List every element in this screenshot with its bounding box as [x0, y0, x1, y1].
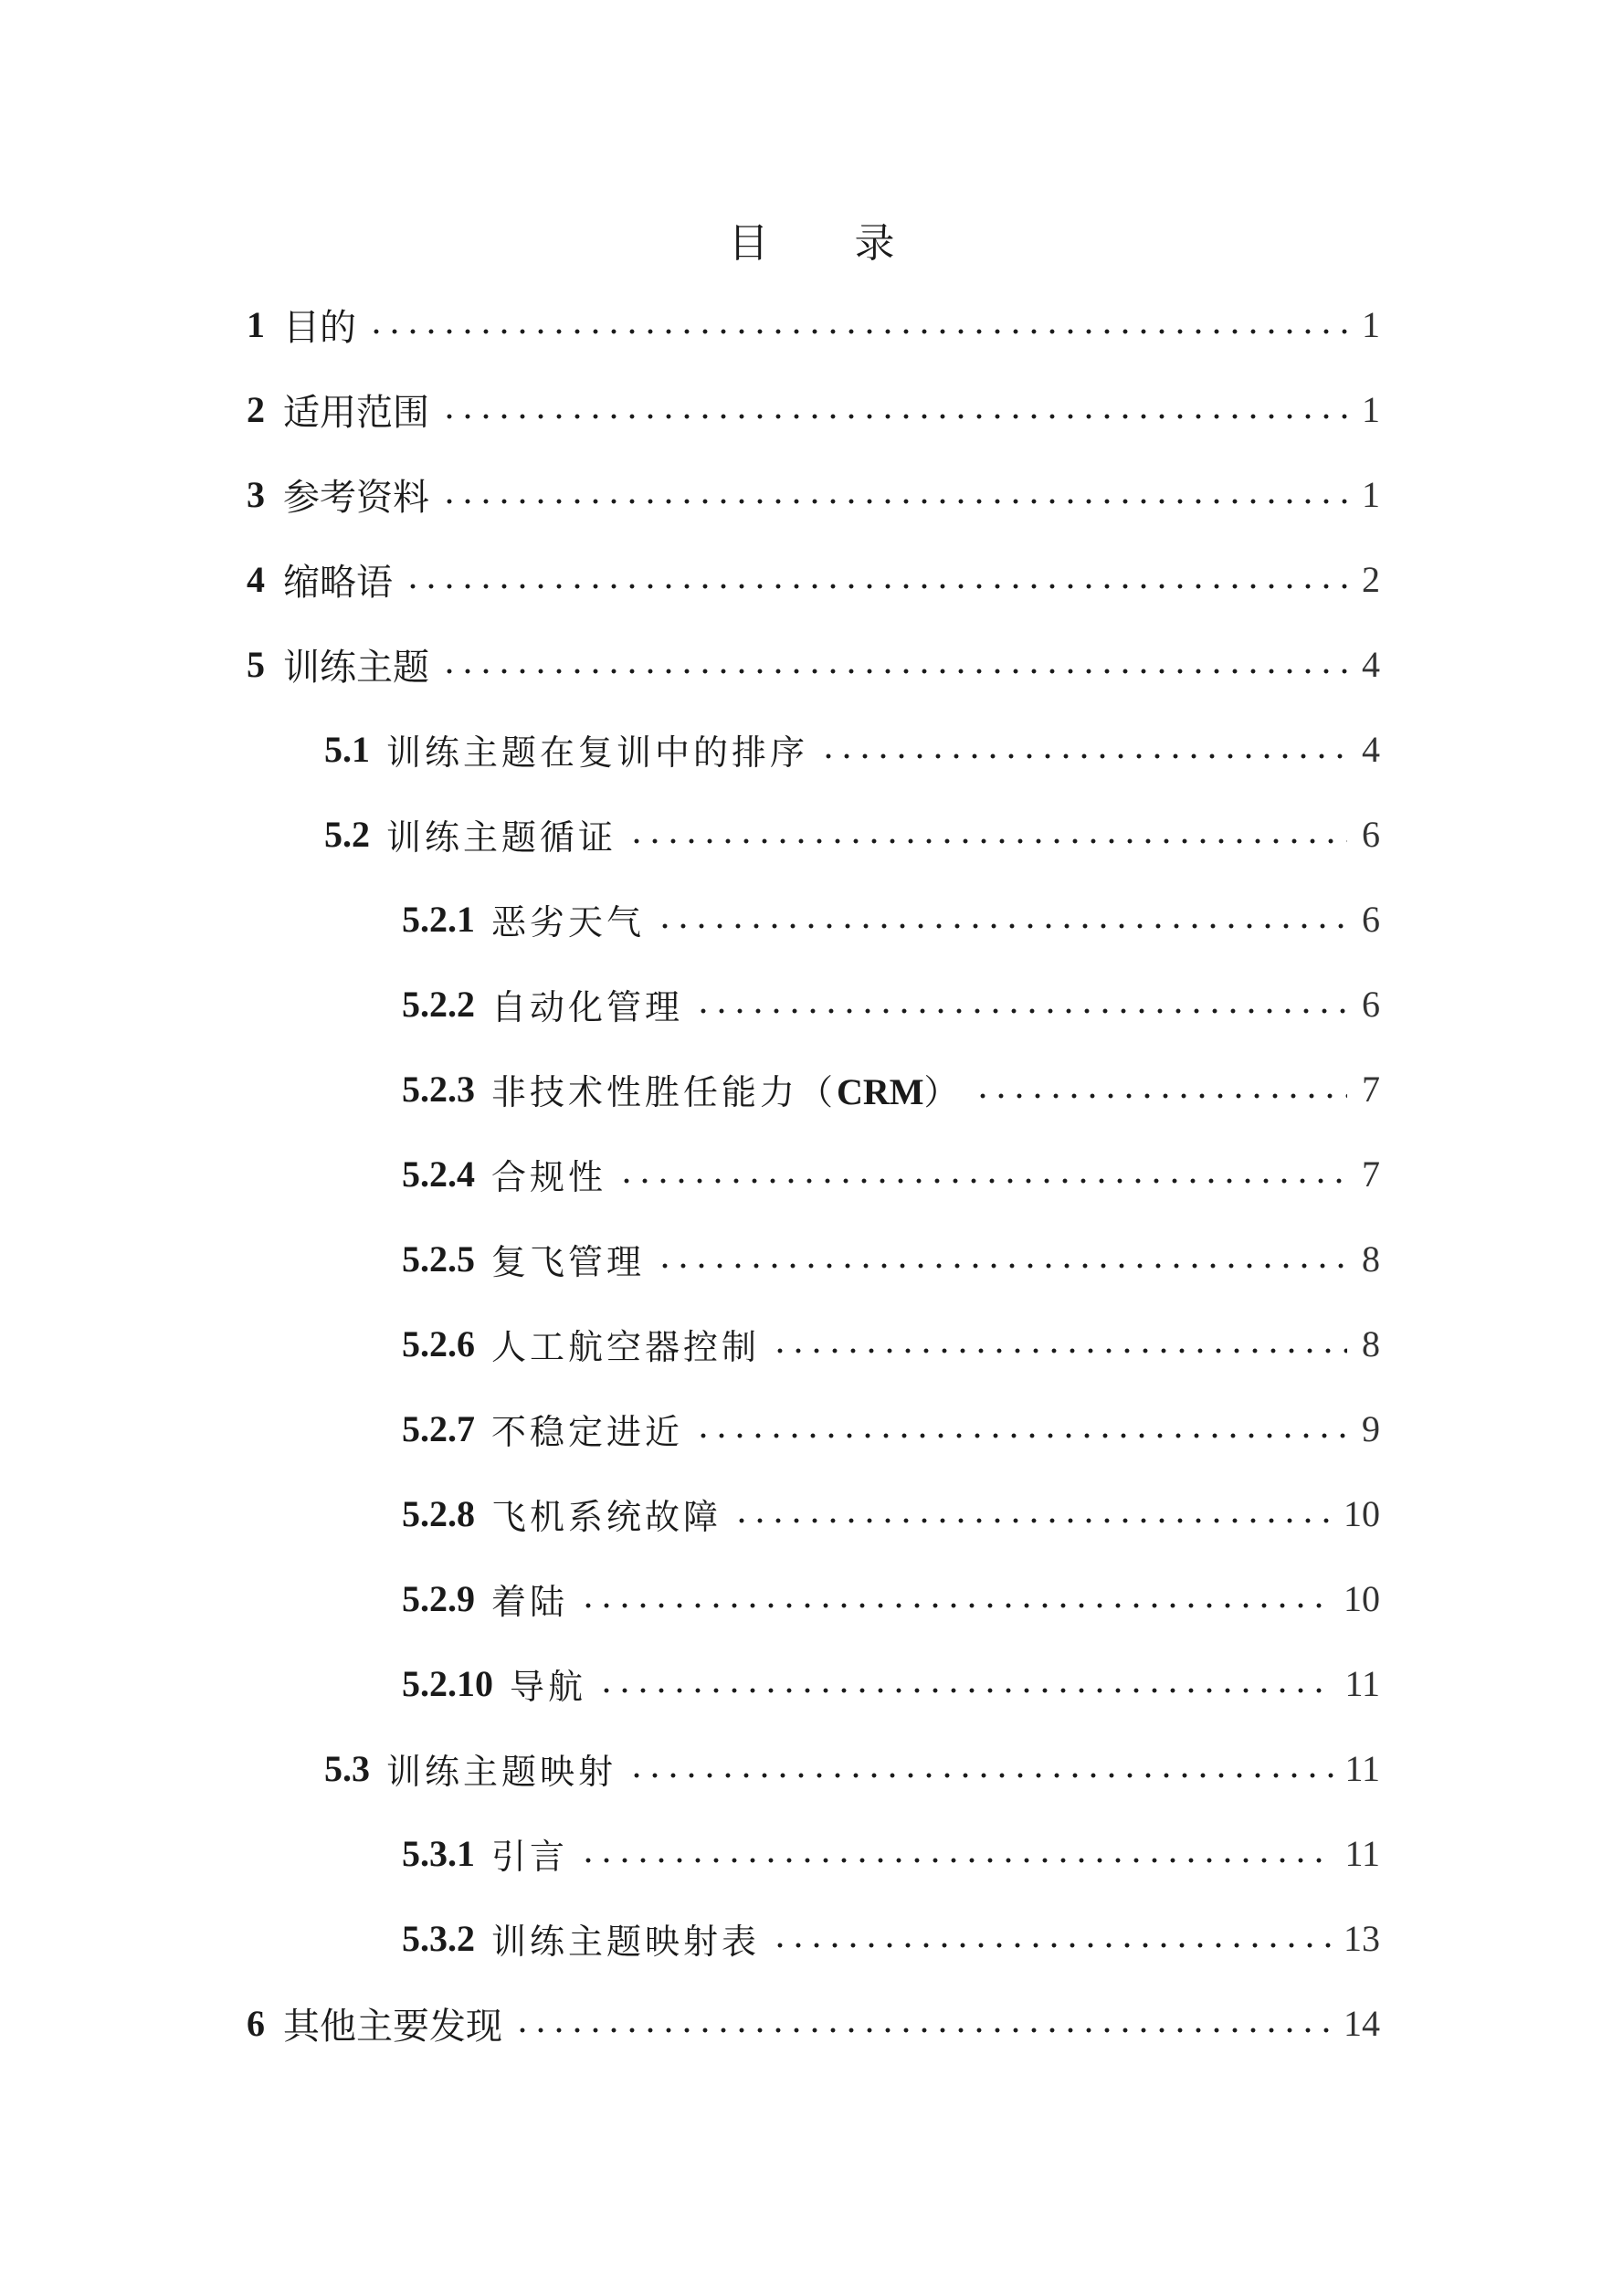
dot-leader: [617, 1163, 1347, 1199]
toc-page-number: 14: [1344, 2002, 1380, 2044]
toc-number: 3: [247, 473, 265, 515]
toc-number: 5: [247, 643, 265, 685]
dot-leader: [771, 1927, 1333, 1964]
toc-entry-6[interactable]: [247, 1996, 1380, 2050]
toc-number: 1: [247, 303, 265, 345]
dot-leader: [579, 1587, 1333, 1624]
toc-title: 训练主题: [283, 646, 429, 689]
toc-number: 5.2.1: [402, 898, 475, 940]
dot-leader: [440, 398, 1347, 435]
toc-number: 5.2.10: [402, 1662, 493, 1704]
toc-number: 5.2.8: [402, 1492, 475, 1534]
toc-title-part: 非技术性胜任能力（: [491, 1071, 838, 1112]
toc-title: 合规性: [491, 1156, 607, 1197]
toc-title: 缩略语: [283, 561, 393, 604]
toc-number: 5.3.1: [402, 1832, 475, 1874]
toc-title: 训练主题映射表: [491, 1921, 761, 1962]
toc-page-number: 6: [1362, 898, 1380, 940]
toc-page-number: 7: [1362, 1068, 1380, 1110]
toc-page-number: 1: [1362, 388, 1380, 430]
toc-title: 着陆: [491, 1581, 569, 1622]
toc-entry-5-2-10[interactable]: [402, 1656, 1380, 1711]
toc-entry-5-2-1[interactable]: [402, 891, 1380, 946]
toc-page-number: 10: [1344, 1577, 1380, 1619]
toc-page-number: 7: [1362, 1153, 1380, 1195]
toc-title: 适用范围: [283, 391, 429, 434]
toc-page-number: 2: [1362, 558, 1380, 600]
toc-entry-5-2-5[interactable]: [402, 1231, 1380, 1286]
dot-leader: [656, 1248, 1347, 1284]
dot-leader: [404, 568, 1347, 605]
toc-number: 5.2.6: [402, 1322, 475, 1364]
toc-title: 目的: [283, 306, 356, 349]
toc-title: 复飞管理: [491, 1241, 646, 1282]
dot-leader: [367, 313, 1347, 350]
toc-entry-2[interactable]: [247, 382, 1380, 437]
dot-leader: [597, 1672, 1333, 1709]
toc-page-number: 1: [1362, 303, 1380, 345]
toc-entry-5[interactable]: [247, 637, 1380, 691]
toc-title-part: ）: [923, 1071, 963, 1112]
dot-leader: [694, 1417, 1347, 1454]
toc-page-number: 8: [1362, 1322, 1380, 1364]
toc-page-number: 11: [1344, 1832, 1380, 1874]
toc-title: 自动化管理: [491, 986, 684, 1027]
toc-number: 5.2.4: [402, 1153, 475, 1195]
toc-number: 5.2.3: [402, 1068, 475, 1110]
toc-title: 参考资料: [283, 476, 429, 519]
toc-number: 4: [247, 558, 265, 600]
toc-number: 6: [247, 2002, 265, 2044]
toc-number: 2: [247, 388, 265, 430]
toc-entry-5-2-7[interactable]: [402, 1401, 1380, 1456]
toc-entry-5-2-8[interactable]: [402, 1486, 1380, 1541]
toc-title: 引言: [491, 1836, 569, 1877]
toc-page-number: 8: [1362, 1238, 1380, 1280]
toc-entry-5-2-6[interactable]: [402, 1316, 1380, 1371]
toc-entry-5-1[interactable]: [324, 721, 1380, 776]
toc-entry-4[interactable]: [247, 552, 1380, 606]
dot-leader: [819, 738, 1347, 774]
toc-entry-5-2[interactable]: [324, 806, 1380, 861]
toc-entry-3[interactable]: [247, 467, 1380, 521]
dot-leader: [440, 653, 1347, 690]
toc-page-number: 11: [1344, 1662, 1380, 1704]
toc-page-number: 4: [1362, 643, 1380, 685]
toc-title: 飞机系统故障: [491, 1496, 722, 1537]
dot-leader: [513, 2012, 1333, 2048]
toc-entry-5-2-4[interactable]: [402, 1146, 1380, 1201]
dot-leader: [627, 1757, 1333, 1794]
toc-page-number: 1: [1362, 473, 1380, 515]
toc-entry-5-2-9[interactable]: [402, 1571, 1380, 1626]
dot-leader: [974, 1078, 1347, 1114]
toc-page-number: 6: [1362, 983, 1380, 1025]
toc-number: 5.2.2: [402, 983, 475, 1025]
toc-title: [491, 1064, 963, 1114]
dot-leader: [579, 1842, 1333, 1879]
toc-entry-5-3-2[interactable]: [402, 1911, 1380, 1965]
toc-title: 训练主题循证: [386, 816, 617, 858]
dot-leader: [771, 1332, 1347, 1369]
toc-number: 5.2.7: [402, 1407, 475, 1449]
toc-page-number: 9: [1362, 1407, 1380, 1449]
toc-page-number: 13: [1344, 1917, 1380, 1959]
toc-page-number: 10: [1344, 1492, 1380, 1534]
dot-leader: [656, 908, 1347, 944]
toc-title-abbrev: CRM: [837, 1070, 924, 1112]
toc-entry-1[interactable]: [247, 297, 1380, 352]
toc-page-number: 4: [1362, 728, 1380, 770]
toc-entry-5-2-3[interactable]: [402, 1061, 1380, 1116]
toc-number: 5.3.2: [402, 1917, 475, 1959]
toc-number: 5.2.5: [402, 1238, 475, 1280]
toc-title: 不稳定进近: [491, 1411, 684, 1452]
toc-title: 训练主题在复训中的排序: [386, 732, 809, 773]
toc-title: 训练主题映射: [386, 1751, 617, 1792]
dot-leader: [440, 483, 1347, 520]
toc-page-number: 11: [1344, 1747, 1380, 1789]
dot-leader: [732, 1502, 1333, 1539]
toc-title: 其他主要发现: [283, 2005, 502, 2048]
dot-leader: [694, 993, 1347, 1029]
toc-number: 5.1: [324, 728, 370, 770]
toc-page-number: 6: [1362, 813, 1380, 855]
toc-title: 人工航空器控制: [491, 1326, 761, 1367]
toc-entry-5-2-2[interactable]: [402, 976, 1380, 1031]
toc-title: 恶劣天气: [491, 901, 646, 943]
toc-entry-5-3[interactable]: [324, 1741, 1380, 1796]
dot-leader: [627, 823, 1347, 859]
toc-entry-5-3-1[interactable]: [402, 1826, 1380, 1880]
toc-number: 5.2: [324, 813, 370, 855]
page-title: 目 录: [728, 220, 932, 267]
toc-number: 5.3: [324, 1747, 370, 1789]
toc-title: 导航: [510, 1666, 587, 1707]
toc-number: 5.2.9: [402, 1577, 475, 1619]
